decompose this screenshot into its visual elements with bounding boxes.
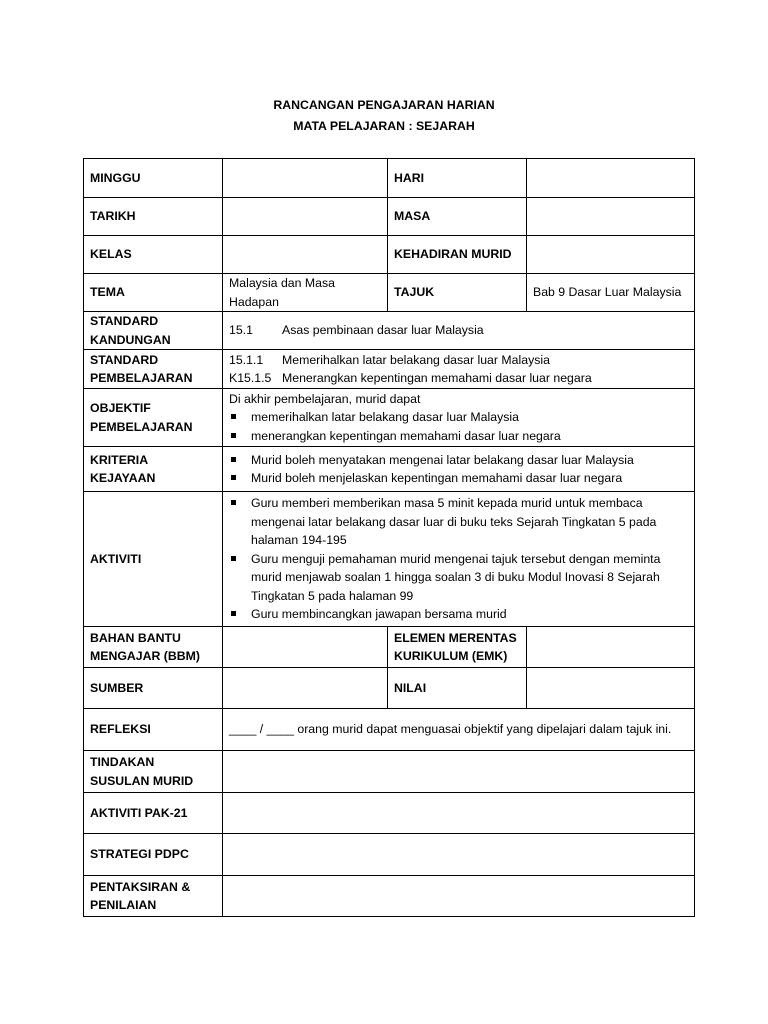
value-refleksi: ____ / ____ orang murid dapat menguasai objektif yang dipelajari dalam tajuk ini. <box>223 709 695 751</box>
label-tindakan-susulan: TINDAKAN SUSULAN MURID <box>84 751 223 793</box>
sp-item <box>229 351 688 370</box>
page-title <box>0 95 768 137</box>
label-nilai: NILAI <box>388 668 527 709</box>
row-tindakan-susulan <box>84 751 695 793</box>
value-tema: Malaysia dan Masa Hadapan <box>223 274 388 312</box>
value-hari <box>527 159 695 198</box>
objektif-list <box>229 408 688 445</box>
aktiviti-list <box>229 494 688 624</box>
row-kelas-kehadiran <box>84 236 695 274</box>
label-emk: ELEMEN MERENTAS KURIKULUM (EMK) <box>388 627 527 668</box>
value-emk <box>527 627 695 668</box>
lesson-plan-table <box>83 158 695 917</box>
value-bbm <box>223 627 388 668</box>
value-standard-pembelajaran <box>223 350 695 389</box>
sp-code: 15.1.1 <box>229 352 264 367</box>
value-kehadiran-murid <box>527 236 695 274</box>
row-aktiviti <box>84 492 695 627</box>
value-objektif-pembelajaran <box>223 389 695 447</box>
row-objektif <box>84 389 695 447</box>
kriteria-list <box>229 451 688 488</box>
objektif-intro: Di akhir pembelajaran, murid dapat <box>229 391 421 406</box>
objektif-item: memerihalkan latar belakang dasar luar Malaysia <box>229 408 688 427</box>
label-masa: MASA <box>388 198 527 236</box>
value-aktiviti-pak21 <box>223 793 695 834</box>
value-minggu <box>223 159 388 198</box>
sp-text: Menerangkan kepentingan memahami dasar luar negara <box>282 371 592 385</box>
row-pentaksiran <box>84 876 695 917</box>
value-strategi-pdpc <box>223 834 695 876</box>
row-tema-tajuk <box>84 274 695 312</box>
row-aktiviti-pak21 <box>84 793 695 834</box>
value-kriteria-kejayaan <box>223 447 695 492</box>
row-minggu-hari <box>84 159 695 198</box>
aktiviti-item: Guru memberi memberikan masa 5 minit kepada murid untuk membaca mengenai latar belakang dasar luar di buku teks Sejarah Tingkatan 5 pada halaman 194-195 <box>229 494 688 550</box>
label-tarikh: TARIKH <box>84 198 223 236</box>
value-tajuk: Bab 9 Dasar Luar Malaysia <box>527 274 695 312</box>
value-standard-kandungan <box>223 312 695 350</box>
row-sumber-nilai <box>84 668 695 709</box>
label-kriteria-kejayaan: KRITERIA KEJAYAAN <box>84 447 223 492</box>
sp-text: Memerihalkan latar belakang dasar luar Malaysia <box>282 352 550 367</box>
label-aktiviti-pak21: AKTIVITI PAK-21 <box>84 793 223 834</box>
label-standard-pembelajaran: STANDARD PEMBELAJARAN <box>84 350 223 389</box>
label-refleksi: REFLEKSI <box>84 709 223 751</box>
row-strategi-pdpc <box>84 834 695 876</box>
sp-code: K15.1.5 <box>229 371 272 385</box>
label-kehadiran-murid: KEHADIRAN MURID <box>388 236 527 274</box>
row-standard-pembelajaran <box>84 350 695 389</box>
value-aktiviti <box>223 492 695 627</box>
label-sumber: SUMBER <box>84 668 223 709</box>
row-tarikh-masa <box>84 198 695 236</box>
objektif-item: menerangkan kepentingan memahami dasar luar negara <box>229 427 688 446</box>
value-nilai <box>527 668 695 709</box>
label-hari: HARI <box>388 159 527 198</box>
label-tajuk: TAJUK <box>388 274 527 312</box>
value-tarikh <box>223 198 388 236</box>
kriteria-item: Murid boleh menyatakan mengenai latar belakang dasar luar Malaysia <box>229 451 688 470</box>
standard-kandungan-text: Asas pembinaan dasar luar Malaysia <box>282 323 484 338</box>
label-standard-kandungan: STANDARD KANDUNGAN <box>84 312 223 350</box>
row-bbm-emk <box>84 627 695 668</box>
label-objektif-pembelajaran: OBJEKTIF PEMBELAJARAN <box>84 389 223 447</box>
row-standard-kandungan <box>84 312 695 350</box>
row-kriteria <box>84 447 695 492</box>
label-pentaksiran-penilaian: PENTAKSIRAN & PENILAIAN <box>84 876 223 917</box>
aktiviti-item: Guru membincangkan jawapan bersama murid <box>229 605 688 624</box>
value-kelas <box>223 236 388 274</box>
aktiviti-item: Guru menguji pemahaman murid mengenai tajuk tersebut dengan meminta murid menjawab soalan 1 hingga soalan 3 di buku Modul Inovasi 8 Sejarah Tingkatan 5 pada halaman 99 <box>229 550 688 606</box>
label-minggu: MINGGU <box>84 159 223 198</box>
kriteria-item: Murid boleh menjelaskan kepentingan memahami dasar luar negara <box>229 469 688 488</box>
value-sumber <box>223 668 388 709</box>
label-kelas: KELAS <box>84 236 223 274</box>
sp-item <box>229 369 688 388</box>
row-refleksi <box>84 709 695 751</box>
title-line-1: RANCANGAN PENGAJARAN HARIAN <box>273 98 495 112</box>
standard-kandungan-code: 15.1 <box>229 323 253 338</box>
label-aktiviti: AKTIVITI <box>84 492 223 627</box>
title-line-2: MATA PELAJARAN : SEJARAH <box>293 119 475 133</box>
value-tindakan-susulan <box>223 751 695 793</box>
label-bbm: BAHAN BANTU MENGAJAR (BBM) <box>84 627 223 668</box>
label-tema: TEMA <box>84 274 223 312</box>
value-pentaksiran-penilaian <box>223 876 695 917</box>
value-masa <box>527 198 695 236</box>
label-strategi-pdpc: STRATEGI PDPC <box>84 834 223 876</box>
